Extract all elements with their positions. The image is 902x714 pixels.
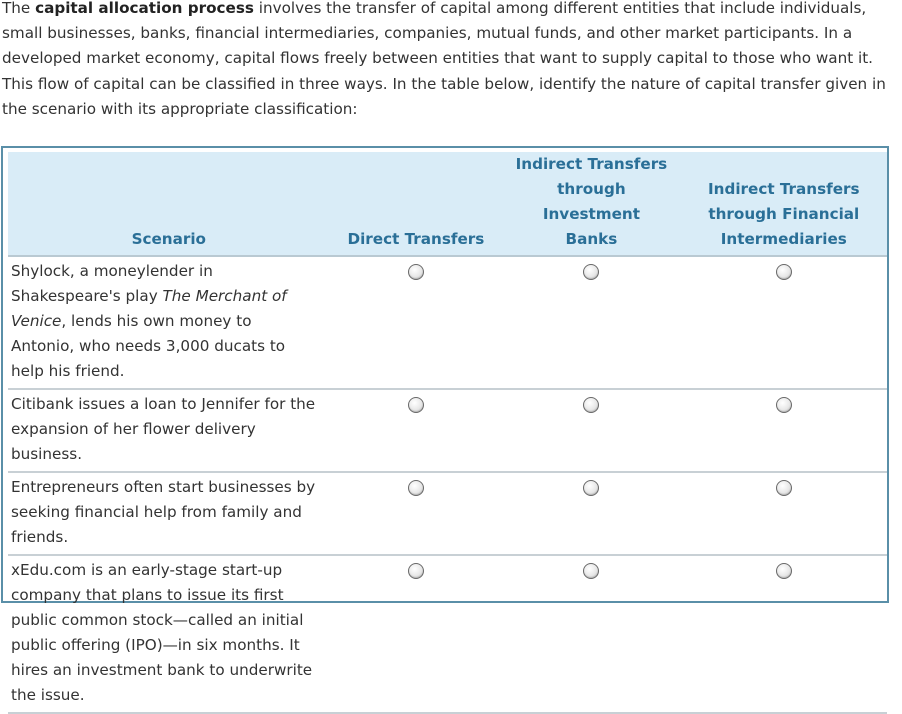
scenario-cell: Entrepreneurs often start businesses by seeking financial help from family and friends. bbox=[8, 472, 330, 555]
option-cell-direct bbox=[330, 472, 503, 555]
header-scenario: Scenario bbox=[8, 152, 330, 256]
header-bank-line2: through Investment bbox=[542, 180, 641, 223]
classification-table bbox=[8, 152, 887, 714]
header-investment-banks bbox=[502, 152, 680, 256]
scenario-text: Shylock, a moneylender in Shakespeare's play bbox=[11, 262, 213, 305]
option-cell-fin bbox=[681, 555, 887, 713]
header-fin-line2: through Financial bbox=[708, 205, 860, 223]
option-cell-direct bbox=[330, 389, 503, 472]
radio-investment-banks[interactable] bbox=[583, 480, 599, 496]
radio-direct-transfers[interactable] bbox=[408, 480, 424, 496]
scenario-text-cont: , lends his own money to Antonio, who needs 3,000 ducats to help his friend. bbox=[11, 312, 286, 380]
table-row bbox=[8, 472, 887, 555]
table-header-row bbox=[8, 152, 887, 256]
option-cell-bank bbox=[502, 389, 680, 472]
radio-financial-intermediaries[interactable] bbox=[776, 480, 792, 496]
header-fin-line3: Intermediaries bbox=[720, 230, 847, 248]
option-cell-direct bbox=[330, 256, 503, 389]
radio-financial-intermediaries[interactable] bbox=[776, 563, 792, 579]
classification-table-container bbox=[1, 146, 889, 704]
radio-investment-banks[interactable] bbox=[583, 264, 599, 280]
header-financial-intermediaries bbox=[681, 152, 887, 256]
table-row bbox=[8, 555, 887, 713]
radio-financial-intermediaries[interactable] bbox=[776, 264, 792, 280]
option-cell-fin bbox=[681, 472, 887, 555]
radio-investment-banks[interactable] bbox=[583, 563, 599, 579]
intro-paragraph bbox=[2, 0, 892, 122]
radio-direct-transfers[interactable] bbox=[408, 397, 424, 413]
option-cell-bank bbox=[502, 555, 680, 713]
scenario-cell: xEdu.com is an early-stage start-up company that plans to issue its first public common stock—called an initial public offering (IPO)—in six months. It hires an investment bank to underwrite the issue. bbox=[8, 555, 330, 713]
option-cell-bank bbox=[502, 256, 680, 389]
option-cell-fin bbox=[681, 389, 887, 472]
scenario-italic-title: The Merchant of Venice bbox=[11, 287, 287, 330]
option-cell-direct bbox=[330, 555, 503, 713]
header-bank-line1: Indirect Transfers bbox=[515, 155, 668, 173]
table-row bbox=[8, 256, 887, 389]
radio-financial-intermediaries[interactable] bbox=[776, 397, 792, 413]
table-row bbox=[8, 389, 887, 472]
radio-direct-transfers[interactable] bbox=[408, 563, 424, 579]
scenario-cell: Citibank issues a loan to Jennifer for the expansion of her flower delivery business. bbox=[8, 389, 330, 472]
option-cell-fin bbox=[681, 256, 887, 389]
option-cell-bank bbox=[502, 472, 680, 555]
scenario-cell bbox=[8, 256, 330, 389]
radio-direct-transfers[interactable] bbox=[408, 264, 424, 280]
radio-investment-banks[interactable] bbox=[583, 397, 599, 413]
intro-bold-term: capital allocation process bbox=[35, 0, 254, 17]
header-direct-transfers: Direct Transfers bbox=[330, 152, 503, 256]
header-bank-line3: Banks bbox=[565, 230, 618, 248]
intro-prefix: The bbox=[2, 0, 36, 17]
header-fin-line1: Indirect Transfers bbox=[707, 180, 860, 198]
intro-text: involves the transfer of capital among different entities that include individuals, small businesses, banks, financial intermediaries, companies, mutual funds, and other market participants. In a developed market economy, capital flows freely between entities that want to supply capital to those who want it. This flow of capital can be classified in three ways. In the table below, identify the nature of capital transfer given in the scenario with its appropriate classification: bbox=[2, 0, 886, 118]
